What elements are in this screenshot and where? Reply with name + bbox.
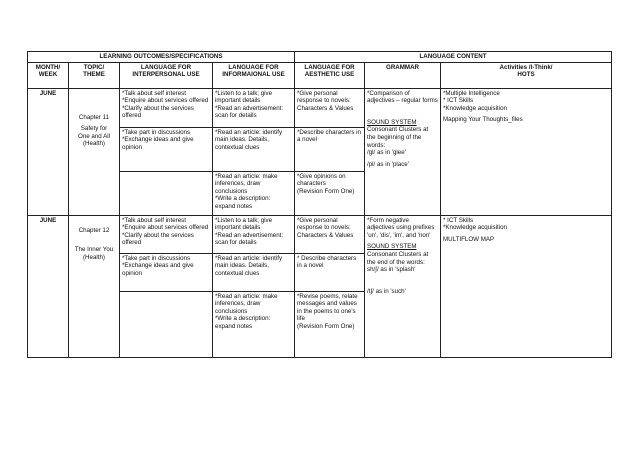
topic-cell [69,88,120,215]
sound-system-heading: SOUND SYSTEM [367,118,417,126]
sound-system-text: Consonant Clusters at the end of the words: sh/∫/ as in 'splash' [367,250,429,274]
aesthetic-cell: *Give opinions on characters (Revision Form One) [295,171,365,215]
learning-outcomes-header: LEARNING OUTCOMES/SPECIFICATIONS [28,52,295,63]
topic-chapter: Chapter 12 [78,226,110,234]
grammar-header: GRAMMAR [365,62,441,88]
activities-list: * ICT Skills *Knowledge acquisition [443,216,507,232]
activities-cell [441,215,612,357]
interpersonal-cell: *Take part in discussions *Exchange ideas and give opinion [120,253,213,291]
interpersonal-header: LANGUAGE FOR INTERPERSONAL USE [120,62,213,88]
interpersonal-cell: *Take part in discussions *Exchange ideas and give opinion [120,127,213,171]
aesthetic-cell: * Describe characters in a novel [295,253,365,291]
header-row-top [28,52,612,63]
lesson-plan-sheet [27,51,611,358]
grammar-point: *Form negative adjectives using prefixes 'un', 'dis', 'im', and 'non' [367,216,435,239]
sound-system-heading: SOUND SYSTEM [367,243,417,251]
topic-theme-header: TOPIC/ THEME [69,62,120,88]
grammar-cell [365,215,441,357]
grammar-cell [365,88,441,215]
aesthetic-header: LANGUAGE FOR AESTHETIC USE [295,62,365,88]
aesthetic-cell: *Give personal response to novels: Characters & Values [295,88,365,127]
interpersonal-cell: *Talk about self interest *Enquire about services offered *Clarify about the services offered [120,215,213,253]
interpersonal-cell-empty [120,171,213,215]
informational-cell: *Listen to a talk; give important details *Read an advertisement: scan for details [213,88,295,127]
interpersonal-cell-empty [120,291,213,357]
informational-cell: *Read an article: make inferences, draw conclusions *Write a description: expand notes [213,291,295,357]
activities-list: *Multiple Intelligence * ICT Skills *Knowledge acquisition [443,89,507,112]
language-content-header: LANGUAGE CONTENT [295,52,612,63]
table-row [28,88,612,127]
aesthetic-cell: *Revise poems, relate messages and values in the poems to one's life (Revision Form One) [295,291,365,357]
table-row [28,215,612,253]
lesson-plan-table [27,51,612,358]
informational-header: LANGUAGE FOR INFORMAIONAL USE [213,62,295,88]
sound-system-text: Consonant Clusters at the beginning of the words: /gl/ as in 'glee' [367,126,429,157]
aesthetic-cell: *Give personal response to novels: Characters & Values [295,215,365,253]
activities-extra: MULTIFLOW MAP [443,235,495,243]
month-cell: JUNE [28,215,69,357]
activities-header: Activities /I-Think/ HOTS [441,62,612,88]
month-week-header: MONTH/ WEEK [28,62,69,88]
aesthetic-cell: *Describe characters in a novel [295,127,365,171]
topic-cell [69,215,120,357]
grammar-point: *Comparison of adjectives – regular forms [367,89,438,105]
topic-theme: Safety for One and All (Health) [78,125,110,148]
interpersonal-cell: *Talk about self interest *Enquire about services offered *Clarify about the services offered [120,88,213,127]
month-cell: JUNE [28,88,69,215]
sound-system-example: /pl/ as in 'place' [367,160,409,168]
informational-cell: *Read an article: identify main ideas. Details, contextual clues [213,127,295,171]
topic-theme: The Inner You (Health) [74,246,114,261]
activities-cell [441,88,612,215]
header-row-columns [28,62,612,88]
informational-cell: *Listen to a talk; give important details *Read an advertisement: scan for details [213,215,295,253]
informational-cell: *Read an article: identify main ideas. Details, contextual clues [213,253,295,291]
activities-extra: Mapping Your Thoughts_files [443,116,523,124]
topic-chapter: Chapter 11 [78,113,110,121]
informational-cell: *Read an article: make inferences, draw conclusions *Write a description: expand notes [213,171,295,215]
sound-system-example: /t∫/ as in 'such' [367,287,406,295]
